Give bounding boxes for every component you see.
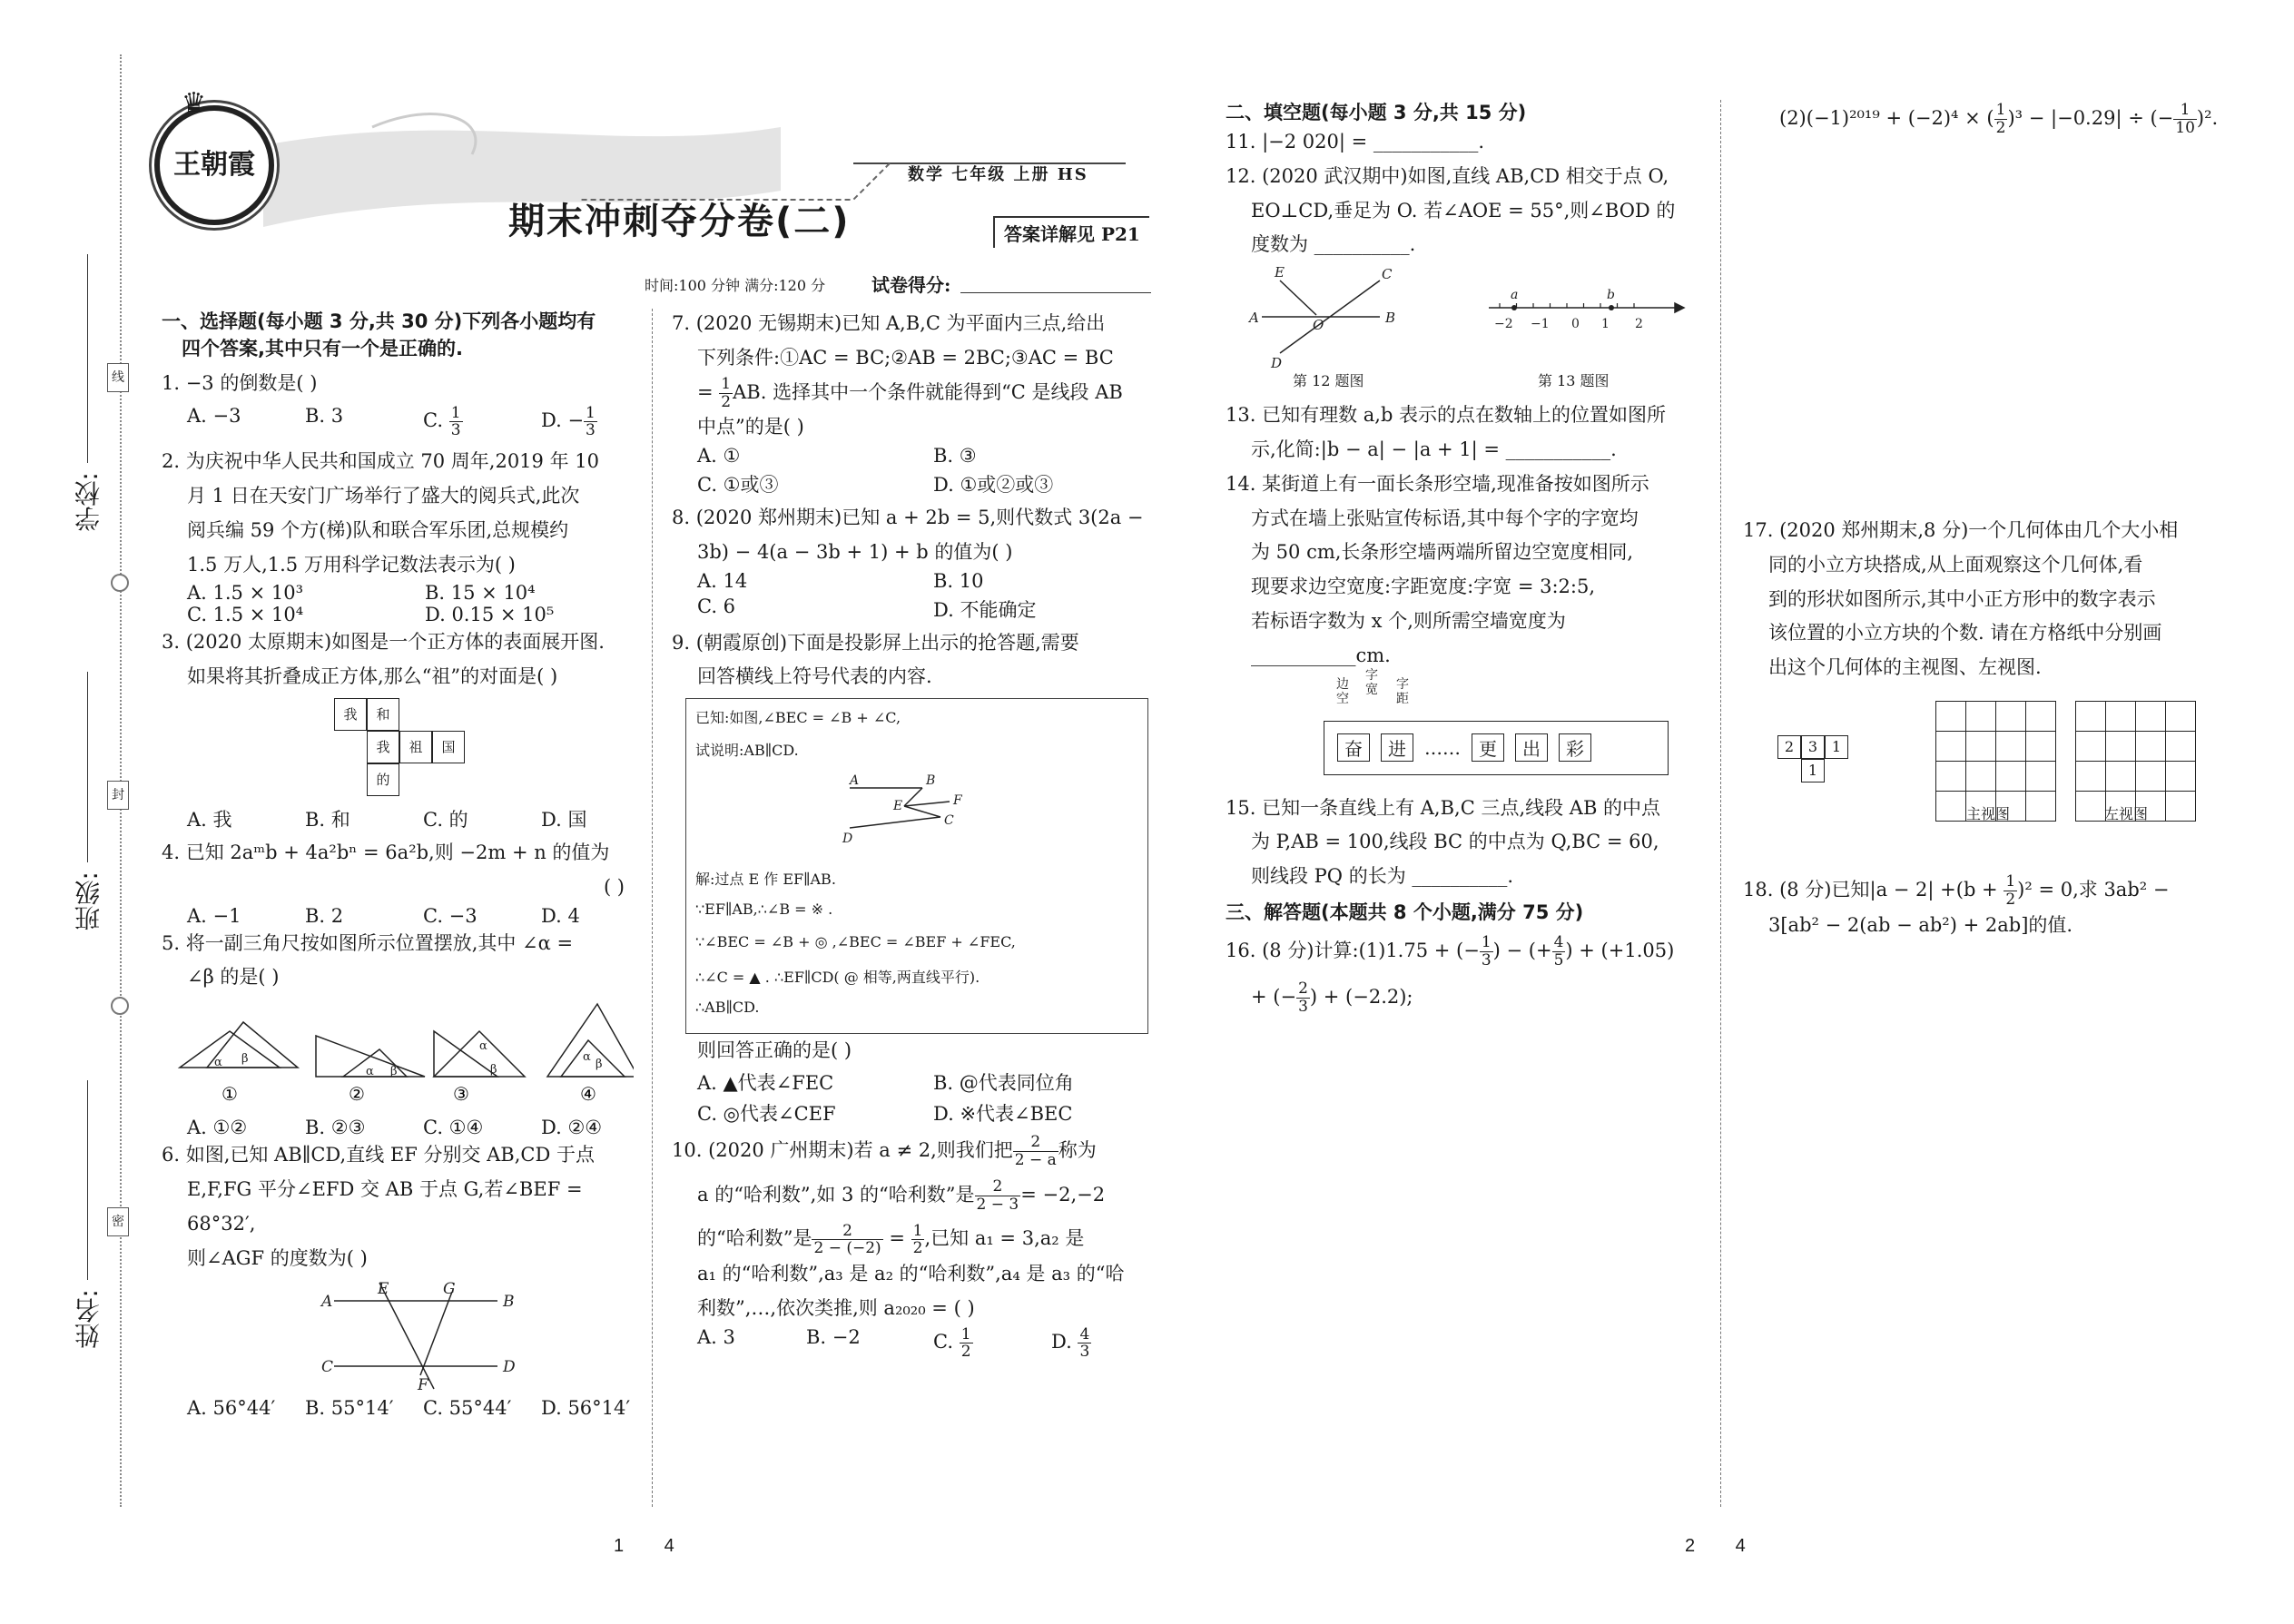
q3-option-c[interactable]: C. 的 [423,808,468,831]
name-label: 姓名: [74,1289,103,1349]
q1-option-b[interactable]: B. 3 [305,404,344,427]
column-divider [1720,100,1721,1507]
score-label: 试卷得分: [871,274,951,296]
column-4 [1779,102,2269,137]
svg-text:A: A [1249,310,1259,327]
svg-text:G: G [443,1280,456,1299]
q7-line: 下列条件:①AC = BC;②AB = 2BC;③AC = BC [697,346,1114,369]
number-line-figure [1480,281,1698,344]
top-view-cell: 2 [1777,735,1801,759]
q9-after: 则回答正确的是( ) [697,1039,852,1062]
grid-cell[interactable] [2026,792,2056,822]
banner-char: 进 [1381,733,1413,762]
parallel-lines-figure [162,1275,634,1393]
q17-line: 出这个几何体的主视图、左视图. [1768,656,2042,679]
projection-box [685,698,1148,1034]
class-label: 班级: [74,871,103,931]
seal-mark-3: 密 [107,1207,129,1236]
grid-cell[interactable] [2076,792,2106,822]
q16-part2: (2)(−1)²⁰¹⁹ + (−2)⁴ × ( $\frac{1}{2}$ )³ − |−0.29| ÷ (− $\frac{1}{10}$ )². [1779,101,2219,137]
q10-options [697,1326,1162,1361]
q6-option-b[interactable]: B. 55°14′ [305,1397,394,1420]
q5-option-c[interactable]: C. ①④ [423,1117,484,1139]
q8-option-a[interactable]: A. 14 [697,569,748,592]
q6-option-d[interactable]: D. 56°14′ [541,1397,631,1420]
crown-icon: ♛ [182,87,206,119]
svg-text:β: β [596,1058,603,1072]
box-line: ∵∠BEC = ∠B + ◎ ,∠BEC = ∠BEF + ∠FEC, [695,933,1016,951]
q7-line: 中点”的是( ) [697,416,804,438]
q10-option-a[interactable]: A. 3 [697,1325,735,1348]
page-number-right: 2 4 [1685,1536,1746,1556]
svg-text:F: F [953,793,962,809]
q8-option-b[interactable]: B. 10 [933,569,984,592]
grid-cell[interactable] [2166,702,2196,732]
top-view-cell: 3 [1801,735,1825,759]
ruler-figure-3 [434,1031,525,1077]
q5-option-d[interactable]: D. ②④ [541,1117,603,1139]
q8-options [697,595,1162,623]
q2-line: 2. 为庆祝中华人民共和国成立 70 周年,2019 年 10 [162,450,599,473]
punch-hole-icon [111,997,129,1015]
grid-cell[interactable] [1936,792,1966,822]
q3-line: 3. (2020 太原期末)如图是一个正方体的表面展开图. [162,631,605,654]
q15-line: 则线段 PQ 的长为 __________. [1251,865,1514,888]
q5-line: 5. 将一副三角尺按如图所示位置摆放,其中 ∠α = [162,931,574,954]
q9-option-b[interactable]: B. @代表同位角 [933,1072,1074,1095]
grid-cell[interactable] [2026,732,2056,762]
q8-option-d[interactable]: D. 不能确定 [933,598,1037,621]
grid-cell[interactable] [1936,702,1966,732]
grid-cell[interactable] [1996,702,2026,732]
q10-line: 10. (2020 广州期末)若 a ≠ 2,则我们把 $\frac{2}{2 - a}$ 称为 [672,1133,1097,1170]
svg-text:β: β [390,1065,398,1079]
svg-text:α: α [366,1065,374,1079]
fig13-caption: 第 13 题图 [1538,372,1610,390]
front-view-label: 主视图 [1966,805,2011,822]
q13-line: 示,化简:|b − a| − |a + 1| = ___________. [1251,438,1617,460]
fig12-caption: 第 12 题图 [1293,372,1364,390]
q9-line: 回答横线上符号代表的内容. [697,665,932,688]
svg-text:α: α [479,1039,487,1054]
q6-option-c[interactable]: C. 55°44′ [423,1397,512,1420]
section1-heading: 一、选择题(每小题 3 分,共 30 分)下列各小题均有 [162,310,596,332]
svg-text:C: C [321,1358,334,1377]
banner-figure [1226,667,1716,792]
svg-text:O: O [1313,317,1324,334]
grid-cell[interactable] [2136,702,2166,732]
q2-line: 1.5 万人,1.5 万用科学记数法表示为( ) [187,553,516,576]
svg-text:−2: −2 [1494,317,1513,332]
q10-line: 利数”,…,依次类推,则 a₂₀₂₀ = ( ) [697,1296,975,1319]
figure-label: ② [349,1083,365,1106]
q15-line: 15. 已知一条直线上有 A,B,C 三点,线段 AB 的中点 [1226,796,1661,819]
grid-cell[interactable] [2166,762,2196,792]
dim-label: 边 空 [1336,676,1349,707]
q15-line: 为 P,AB = 100,线段 BC 的中点为 Q,BC = 60, [1251,831,1659,853]
svg-text:α: α [214,1056,222,1070]
grid-cell[interactable] [2026,762,2056,792]
q5-option-a[interactable]: A. ①② [187,1117,248,1139]
net-cell: 和 [367,698,399,731]
class-line[interactable] [87,672,88,862]
svg-text:B: B [1385,310,1396,327]
box-line: ∴∠C = ▲ . ∴EF∥CD( @ 相等,两直线平行). [695,969,980,987]
logo-text: 王朝霞 [173,149,255,181]
section3-heading: 三、解答题(本题共 8 个小题,满分 75 分) [1226,901,1584,923]
q4-option-d[interactable]: D. 4 [541,904,580,927]
score-line[interactable] [960,292,1151,293]
grid-cell[interactable] [2076,762,2106,792]
q3-line: 如果将其折叠成正方体,那么“祖”的对面是( ) [187,665,558,688]
q4-option-a[interactable]: A. −1 [187,904,241,927]
dim-label: 字 距 [1396,676,1409,707]
q2-option-a[interactable]: A. 1.5 × 10³ [187,582,303,605]
svg-text:A: A [850,773,860,789]
svg-text:α: α [583,1050,591,1065]
q1-option-d[interactable]: D. − $\frac{1}{3}$ [541,403,596,440]
svg-text:−1: −1 [1531,317,1550,332]
q1-options [187,405,643,439]
q18-block [1743,873,2269,942]
q2-line: 阅兵编 59 个方(梯)队和联合军乐团,总规模约 [187,518,569,541]
answer-ref: 答案详解见 P21 [993,216,1149,248]
grid-cell[interactable] [2166,732,2196,762]
q8-line: 3b) − 4(a − 3b + 1) + b 的值为( ) [697,540,1013,563]
ruler-figure-2 [316,1036,425,1078]
q14-line: 若标语字数为 x 个,则所需空墙宽度为 [1251,609,1566,632]
q5-line: ∠β 的是( ) [187,966,280,989]
q9-option-c[interactable]: C. ◎代表∠CEF [697,1103,836,1126]
q3-option-a[interactable]: A. 我 [187,808,232,831]
q16-line: + (− $\frac{2}{3}$ ) + (−2.2); [1251,979,1413,1016]
q6-line: 则∠AGF 的度数为( ) [187,1246,368,1269]
figure-label: ④ [580,1083,596,1106]
intersecting-lines-figure [1244,262,1425,371]
q9-option-a[interactable]: A. ▲代表∠FEC [697,1072,834,1095]
q8-options [697,570,1162,592]
q14-line: 为 50 cm,长条形空墙两端所留边空宽度相同, [1251,541,1634,564]
svg-text:D: D [503,1358,516,1377]
triangle-rulers-figure [162,995,634,1113]
seal-mark-1: 线 [107,363,129,392]
q14-line: 方式在墙上张贴宣传标语,其中每个字的字宽均 [1251,507,1639,529]
q17-line: 17. (2020 郑州期末,8 分)一个几何体由几个大小相 [1743,519,2179,541]
q3-option-b[interactable]: B. 和 [305,808,350,831]
q12-line: 度数为 __________. [1251,233,1416,256]
svg-text:D: D [842,832,853,847]
svg-text:E: E [1275,264,1285,281]
q10-option-b[interactable]: B. −2 [806,1325,861,1348]
grid-cell[interactable] [2136,762,2166,792]
punch-hole-icon [111,574,129,592]
grid-cell[interactable] [2026,702,2056,732]
q16-line: 16. (8 分)计算:(1)1.75 + (− $\frac{1}{3}$ ) − (+ $\frac{4}{5}$ ) + (+1.05) [1226,933,1675,969]
svg-text:0: 0 [1571,317,1580,332]
q14-line: 14. 某街道上有一面长条形空墙,现准备按如图所示 [1226,472,1649,495]
q9-option-d[interactable]: D. ※代表∠BEC [933,1103,1073,1126]
svg-text:β: β [490,1063,497,1078]
svg-text:a: a [1511,288,1519,303]
svg-text:E: E [893,799,903,814]
section2-heading: 二、填空题(每小题 3 分,共 15 分) [1226,102,1527,123]
grid-cell[interactable] [1996,732,2026,762]
net-cell: 的 [367,763,399,796]
q2-options [187,582,643,604]
q4-option-b[interactable]: B. 2 [305,904,344,927]
q14-line: ___________cm. [1251,644,1391,666]
box-line: ∵EF∥AB,∴∠B = ※ . [695,901,833,919]
net-cell: 国 [432,731,465,763]
dim-label: 字 宽 [1365,667,1378,698]
school-line[interactable] [87,254,88,463]
svg-text:C: C [1382,266,1393,283]
box-line: 试说明:AB∥CD. [695,742,799,760]
q4-options [187,905,643,927]
banner-char: 奋 [1337,733,1370,762]
q8-option-c[interactable]: C. 6 [697,595,736,617]
q10-option-d[interactable]: D. $\frac{4}{3}$ [1051,1324,1090,1362]
grid-cell[interactable] [2136,732,2166,762]
svg-text:B: B [926,773,936,789]
q11: 11. |−2 020| = ___________. [1226,131,1485,153]
column-1 [162,307,643,1419]
box-line: ∴AB∥CD. [695,999,760,1017]
grid-cell[interactable] [1996,762,2026,792]
top-view-cell: 1 [1801,759,1825,782]
q6-options [187,1397,643,1419]
q5-option-b[interactable]: B. ②③ [305,1117,366,1139]
cube-net-figure [334,694,643,829]
logo-badge [154,105,274,225]
page-number-left: 1 4 [614,1536,674,1556]
grid-cell[interactable] [1966,732,1996,762]
grid-cell[interactable] [2106,702,2136,732]
top-view-cell: 1 [1825,735,1848,759]
net-cell: 我 [367,731,399,763]
q7-line: 7. (2020 无锡期末)已知 A,B,C 为平面内三点,给出 [672,312,1106,334]
school-label: 学校: [74,472,103,532]
q17-block [1743,514,2269,685]
q2-options [187,604,643,625]
q17-line: 同的小立方块搭成,从上面观察这个几何体,看 [1768,553,2143,576]
q7-options [697,445,1162,467]
q7-line: = $\frac{1}{2}$ AB. 选择其中一个条件就能得到“C 是线段 AB [697,374,1123,411]
q14-line: 现要求边空宽度:字距宽度:字宽 = 3:2:5, [1251,576,1596,598]
column-3 [1226,98,1716,1015]
grid-cell[interactable] [1936,762,1966,792]
q4-option-c[interactable]: C. −3 [423,904,478,927]
q13-line: 13. 已知有理数 a,b 表示的点在数轴上的位置如图所 [1226,404,1667,427]
net-cell: 祖 [399,731,432,763]
q2-option-c[interactable]: C. 1.5 × 10⁴ [187,604,304,626]
svg-text:E: E [378,1280,389,1299]
box-line: 已知:如图,∠BEC = ∠B + ∠C, [695,709,901,727]
page-title: 期末冲刺夺分卷(二) [508,201,851,242]
q7-option-a[interactable]: A. ① [697,445,741,468]
section1-heading-2: 四个答案,其中只有一个是正确的. [182,338,463,359]
q12-line: EO⊥CD,垂足为 O. 若∠AOE = 55°,则∠BOD 的 [1251,199,1676,221]
grid-cell[interactable] [1966,702,1996,732]
q2-line: 月 1 日在天安门广场举行了盛大的阅兵式,此次 [187,484,580,507]
q6-line: E,F,FG 平分∠EFD 交 AB 于点 G,若∠BEF = 68°32′, [187,1177,583,1235]
banner-char: …… [1424,736,1461,759]
q9-line: 9. (朝霞原创)下面是投影屏上出示的抢答题,需要 [672,631,1079,654]
q6-line: 6. 如图,已知 AB∥CD,直线 EF 分别交 AB,CD 于点 [162,1144,595,1166]
angle-figure [841,770,986,851]
q5-options [187,1117,643,1138]
svg-text:B: B [503,1293,515,1312]
svg-text:A: A [321,1293,333,1312]
q6-option-a[interactable]: A. 56°44′ [187,1397,276,1420]
q1-option-c[interactable]: C. $\frac{1}{3}$ [423,403,461,440]
q9-options [697,1099,1162,1127]
ruler-figure-1 [180,1022,298,1069]
column-divider [652,309,653,1507]
q18-line: 18. (8 分)已知|a − 2| +(b + $\frac{1}{2}$ )² = 0,求 3ab² − [1743,872,2170,909]
q17-line: 该位置的小立方块的个数. 请在方格纸中分别画 [1768,622,2162,645]
q10-line: 的“哈利数”是 $\frac{2}{2 - (-2)}$ = $\frac{1}{2}$ ,已知 a₁ = 3,a₂ 是 [697,1221,1085,1258]
grid-cell[interactable] [2166,792,2196,822]
grid-cell[interactable] [1936,732,1966,762]
q7-option-b[interactable]: B. ③ [933,445,977,468]
q17-line: 到的形状如图所示,其中小正方形中的数字表示 [1768,587,2156,610]
column-2 [672,307,1162,1361]
q3-option-d[interactable]: D. 国 [541,808,587,831]
svg-text:F: F [418,1376,428,1394]
box-line: 解:过点 E 作 EF∥AB. [695,871,836,889]
grid-cell[interactable] [1966,762,1996,792]
left-view-label: 左视图 [2104,805,2149,822]
banner-char: 出 [1515,733,1548,762]
grid-cell[interactable] [2076,732,2106,762]
q4-paren: ( ) [603,875,625,898]
svg-text:b: b [1607,288,1615,303]
svg-text:2: 2 [1635,317,1643,332]
svg-text:β: β [241,1052,249,1067]
grid-cell[interactable] [2106,732,2136,762]
q1-stem: 1. −3 的倒数是( ) [162,372,318,394]
q7-option-c[interactable]: C. ①或③ [697,474,779,497]
q10-option-c[interactable]: C. $\frac{1}{2}$ [933,1324,971,1362]
net-cell: 我 [334,698,367,731]
q10-line: a 的“哈利数”,如 3 的“哈利数”是 $\frac{2}{2 - 3}$ = −2,−2 [697,1177,1106,1214]
grid-cell[interactable] [2106,762,2136,792]
ruler-figure-4 [547,1004,634,1077]
banner-char: 彩 [1559,733,1591,762]
svg-text:C: C [944,813,954,829]
q7-options [697,470,1162,497]
grid-cell[interactable] [2076,702,2106,732]
q8-line: 8. (2020 郑州期末)已知 a + 2b = 5,则代数式 3(2a − [672,507,1144,529]
time-line: 时间:100 分钟 满分:120 分 [645,277,826,294]
svg-text:D: D [1271,355,1283,372]
q18-line: 3[ab² − 2(ab − ab²) + 2ab]的值. [1768,913,2073,936]
banner-wall [1324,721,1669,775]
q1-option-a[interactable]: A. −3 [187,404,241,427]
q4-line: 4. 已知 2aᵐb + 4a²bⁿ = 6a²b,则 −2m + n 的值为 [162,841,610,863]
q9-options [697,1068,1162,1096]
figures-12-13 [1226,262,1716,399]
svg-text:1: 1 [1601,317,1610,332]
binding-margin [0,0,127,1624]
banner-char: 更 [1472,733,1504,762]
q2-option-b[interactable]: B. 15 × 10⁴ [425,582,536,605]
seal-mark-2: 封 [107,781,129,810]
name-line[interactable] [87,1080,88,1280]
subject-tags: 数学 七年级 上册 HS [908,165,1088,184]
q12-line: 12. (2020 武汉期中)如图,直线 AB,CD 相交于点 O, [1226,164,1669,187]
q7-option-d[interactable]: D. ①或②或③ [933,474,1054,497]
q10-line: a₁ 的“哈利数”,a₃ 是 a₂ 的“哈利数”,a₄ 是 a₃ 的“哈 [697,1263,1125,1285]
figure-label: ① [222,1083,238,1106]
q2-option-d[interactable]: D. 0.15 × 10⁵ [425,604,555,626]
figure-label: ③ [453,1083,469,1106]
